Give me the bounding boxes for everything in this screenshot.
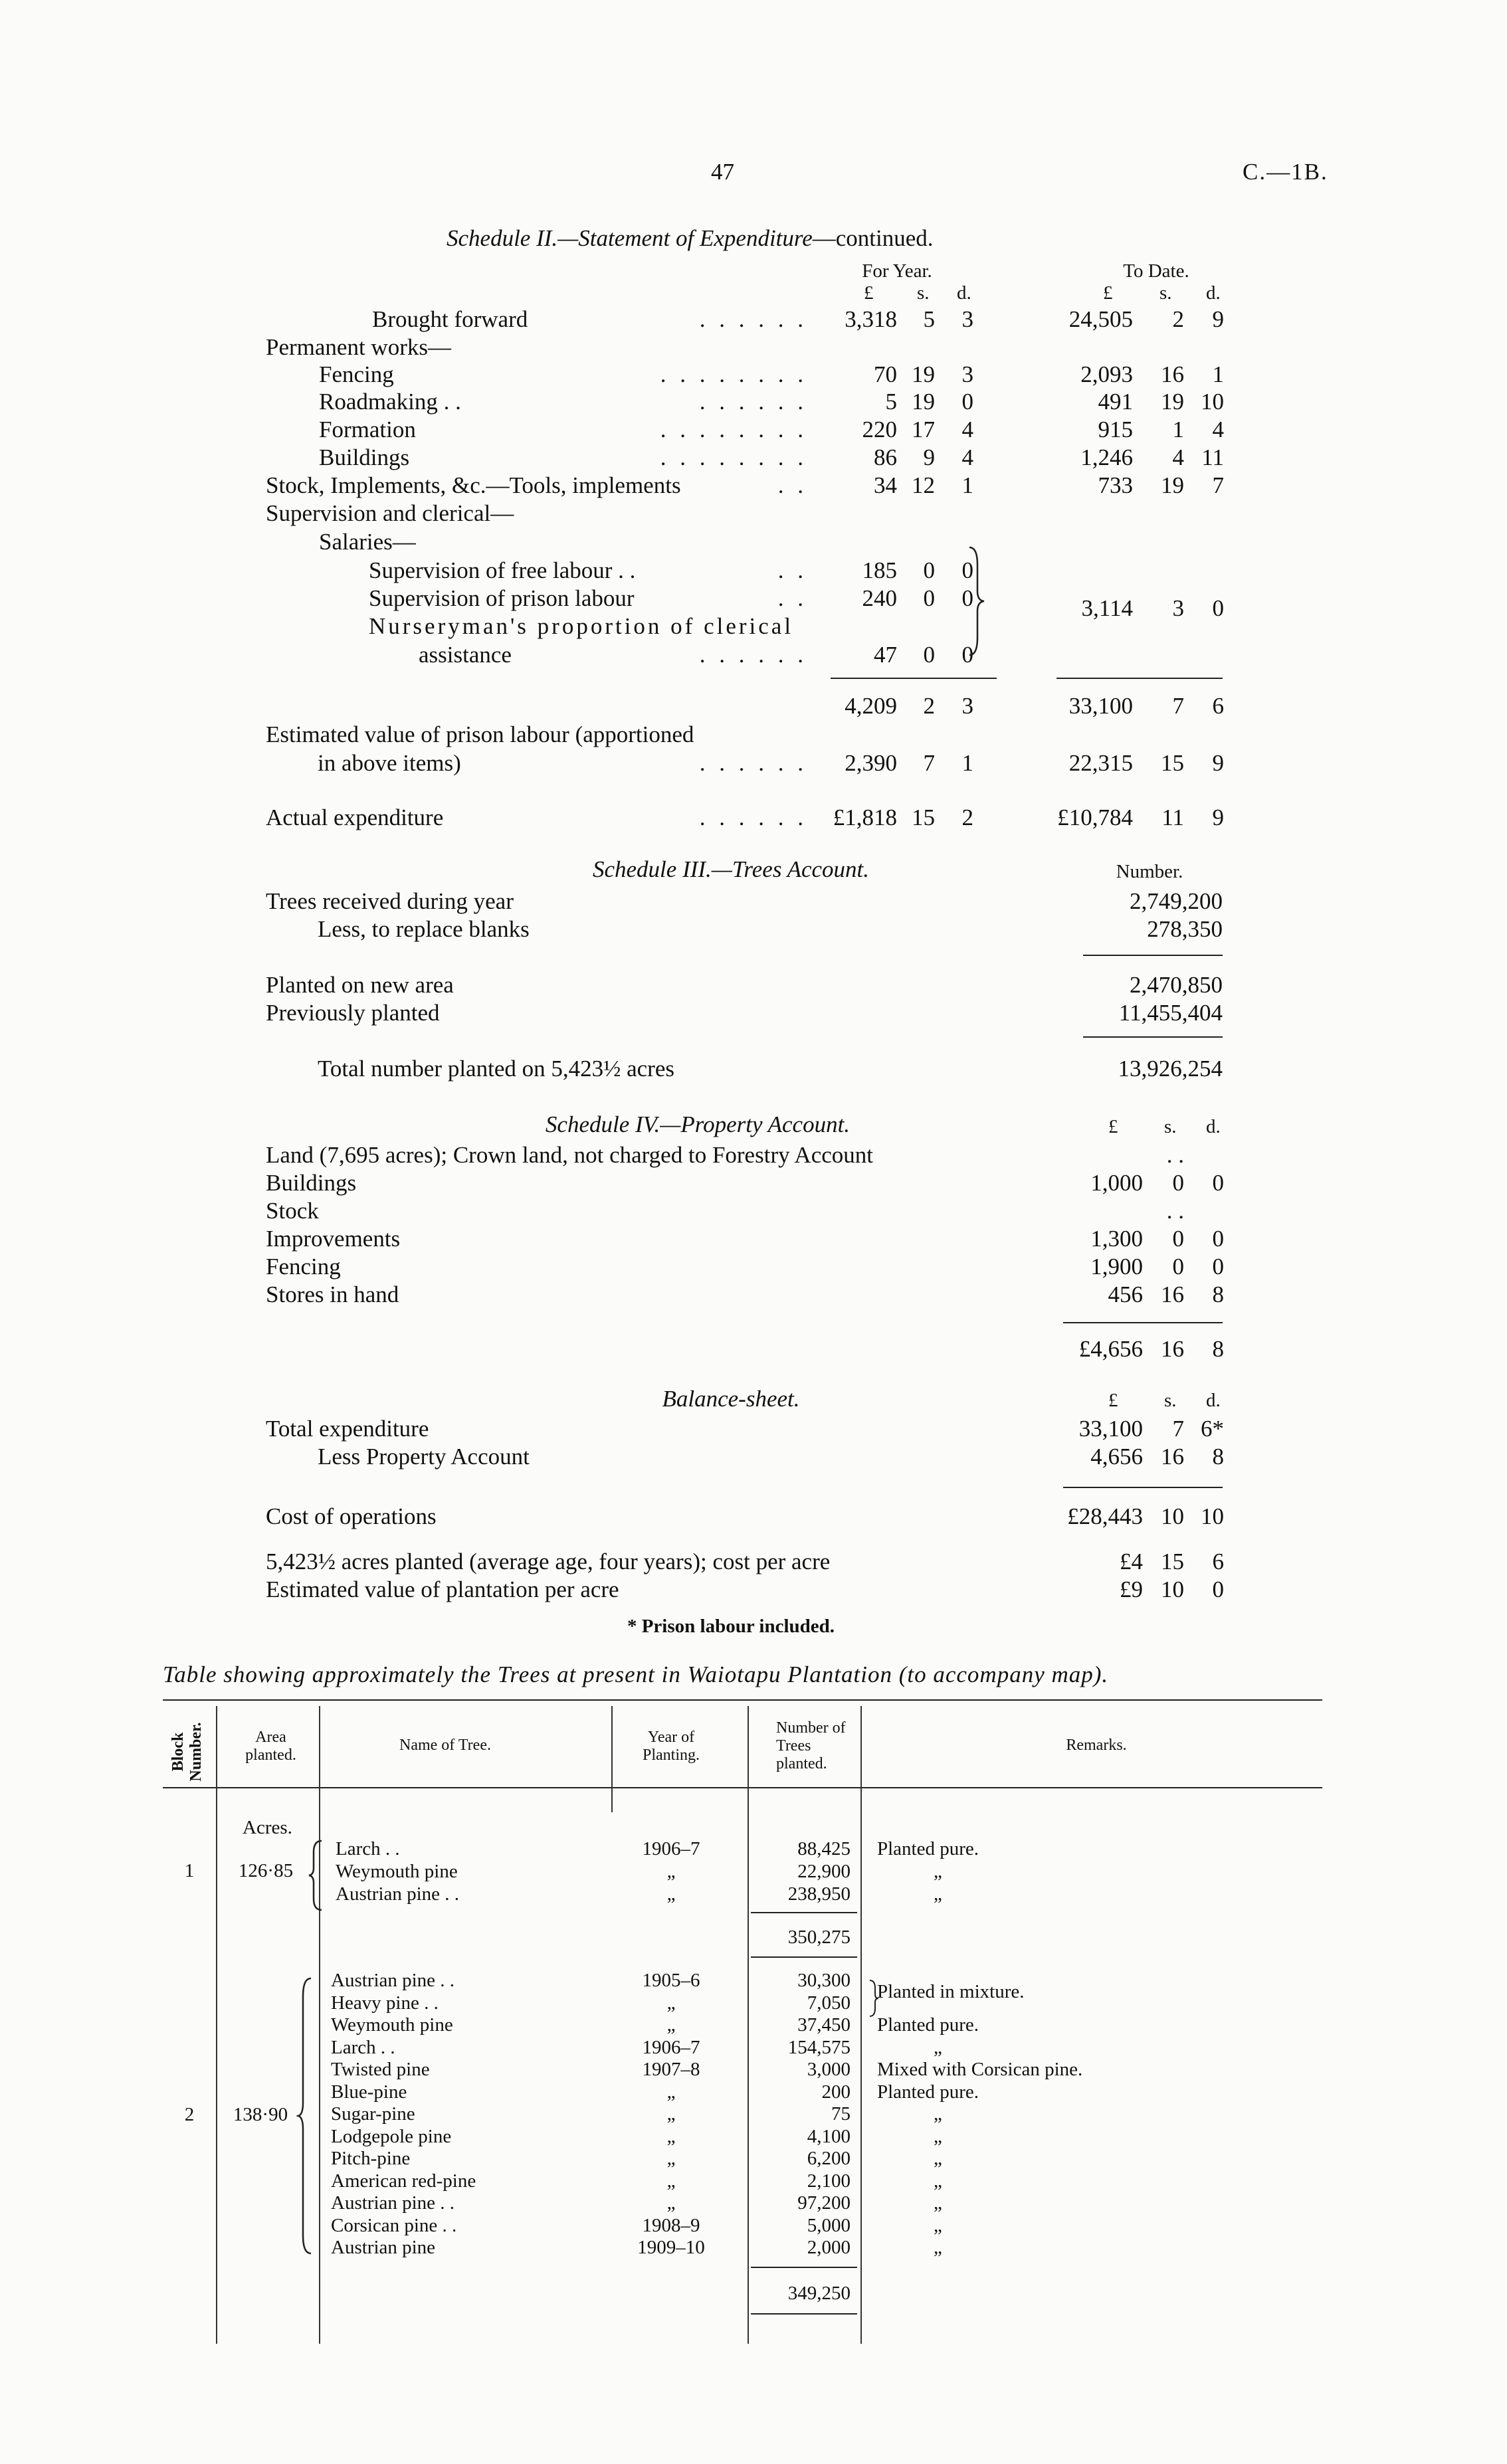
s2-row-9-fy-pounds: 185 [862,557,897,583]
b2-row-0-name: Austrian pine . . [331,1970,455,1991]
s2-row-6-dots: . . [777,472,807,498]
b2-row-12-year: 1909–10 [637,2237,705,2258]
s2-row-12-fy-pence: 0 [961,642,973,668]
block-1-number: 1 [184,1860,195,1881]
s2-actual-fy-pounds: £1,818 [833,805,897,830]
s2-actual-td-pounds: £10,784 [1057,805,1133,830]
b1-row-0-year: 1906–7 [642,1838,700,1859]
block-2-total: 349,250 [787,2283,851,2304]
s2-row-10-label: Supervision of prison labour [369,585,635,611]
s2-prison-fy-pence: 1 [961,750,973,776]
s2-prison-td-pounds: 22,315 [1068,750,1133,776]
b1-row-1-name: Weymouth pine [336,1861,458,1882]
bs-row-4-pence: 0 [1212,1576,1224,1602]
bs-row-1-pence: 8 [1212,1444,1224,1469]
b2-row-1-year: „ [666,1992,676,2014]
b2-row-3-remarks: „ [934,2036,942,2058]
b2-row-1-name: Heavy pine . . [331,1992,439,2014]
s4-row-4-pounds: 1,900 [1090,1254,1143,1279]
s3-row-2-value: 2,470,850 [1130,972,1223,998]
balance-sheet-title: Balance-sheet. [662,1386,800,1412]
s2-row-2-fy-shillings: 19 [912,361,935,387]
bs-row-0-shillings: 7 [1172,1416,1184,1442]
s2-salaries-td-pounds: 3,114 [1081,595,1133,621]
block-1-total-rule [751,1912,857,1913]
bs-row-1-shillings: 16 [1161,1444,1184,1469]
lsd-header-td-2: d. [1206,282,1221,304]
trees-col-rule-2 [319,1706,320,2344]
salaries-brace [967,545,987,658]
b2-row-9-remarks: „ [934,2170,942,2192]
lsd-header-bs-2: d. [1206,1390,1221,1411]
document-code: C.—1B. [1243,159,1328,185]
b2-row-8-name: Pitch-pine [331,2148,411,2169]
schedule-3-rule-2 [1083,1036,1223,1038]
bs-row-3-label: 5,423½ acres planted (average age, four years); cost per acre [266,1549,831,1574]
schedule-2-rule-td [1056,678,1223,679]
s2-row-3-fy-pounds: 5 [885,389,897,415]
b2-row-0-number: 30,300 [797,1970,851,1991]
s2-row-6-td-pounds: 733 [1098,472,1133,498]
b2-row-5-name: Blue-pine [331,2081,407,2103]
b2-row-4-year: 1907–8 [642,2059,700,2080]
s2-row-5-fy-pounds: 86 [874,444,897,470]
s2-row-5-fy-pence: 4 [961,444,973,470]
s2-row-3-td-pence: 10 [1201,389,1224,415]
s2-salaries-td-pence: 0 [1212,595,1224,621]
s2-actual-label: Actual expenditure [266,805,444,830]
bs-row-2-pence: 10 [1201,1503,1224,1529]
b2-row-11-number: 5,000 [807,2214,851,2236]
b2-row-9-year: „ [666,2170,676,2192]
b2-row-10-year: „ [666,2192,676,2214]
bs-row-2-label: Cost of operations [266,1503,437,1529]
trees-header-block: Block Number. [169,1722,205,1782]
s4-total-pounds: £4,656 [1078,1336,1143,1362]
s2-prison-fy-shillings: 7 [923,750,935,776]
s2-prison-fy-pounds: 2,390 [845,750,897,776]
b2-row-3-year: 1906–7 [642,2036,700,2058]
s4-row-5-pounds: 456 [1108,1281,1143,1307]
lsd-header-s4-1: s. [1164,1116,1177,1137]
s2-row-5-dots: . . . . . . . . [660,444,807,470]
s2-row-10-fy-pounds: 240 [862,585,897,611]
s2-row-0-fy-pence: 3 [961,306,973,332]
s4-row-2-shillings: . . [1166,1198,1184,1224]
bs-row-4-pounds: £9 [1120,1576,1143,1602]
s2-row-2-fy-pounds: 70 [874,361,897,387]
s4-total-pence: 8 [1212,1336,1224,1362]
s2-subtotal-td-pounds: 33,100 [1068,693,1133,719]
s2-row-9-dots: . . [777,557,807,583]
trees-header-year: Year of Planting. [642,1729,700,1764]
s2-row-4-fy-pence: 4 [961,417,973,442]
s2-row-3-dots: . . . . . . [699,389,807,415]
s4-row-1-label: Buildings [266,1170,357,1196]
trees-table-caption: Table showing approximately the Trees at present in Waiotapu Plantation (to accompany map). [163,1661,1109,1687]
s3-row-3-value: 11,455,404 [1118,1000,1223,1026]
s2-prison-td-pence: 9 [1212,750,1224,776]
b2-row-10-name: Austrian pine . . [331,2192,455,2214]
s3-row-1-label: Less, to replace blanks [318,916,530,942]
b2-row-1-number: 7,050 [807,1992,851,2014]
s3-row-2-label: Planted on new area [266,972,454,998]
s2-row-12-fy-shillings: 0 [923,642,935,668]
b2-row-11-name: Corsican pine . . [331,2214,457,2236]
b2-row-10-number: 97,200 [797,2192,851,2214]
b2-row-4-remarks: Mixed with Corsican pine. [877,2059,1083,2080]
s4-row-5-pence: 8 [1212,1281,1224,1307]
b1-row-0-remarks: Planted pure. [877,1838,979,1859]
b1-row-0-number: 88,425 [797,1838,851,1859]
s2-row-6-label: Stock, Implements, &c.—Tools, implements [266,472,681,498]
block-1-brace [307,1839,324,1912]
s2-row-4-dots: . . . . . . . . [660,417,807,442]
s4-row-5-shillings: 16 [1161,1281,1184,1307]
s2-subtotal-fy-pence: 3 [961,693,973,719]
s2-row-2-td-pence: 1 [1212,361,1224,387]
s2-row-3-label: Roadmaking . . [319,389,461,415]
lsd-header-td-0: £ [1103,282,1113,304]
s4-row-3-shillings: 0 [1172,1226,1184,1252]
s2-subtotal-td-shillings: 7 [1172,693,1184,719]
trees-table-header-rule [163,1787,1322,1788]
s3-row-3-label: Previously planted [266,1000,440,1026]
b2-row-7-remarks: „ [934,2125,942,2147]
s4-row-1-pounds: 1,000 [1090,1170,1143,1196]
to-date-header: To Date. [1123,260,1189,282]
b1-row-1-remarks: „ [934,1861,942,1882]
s2-prison-dots: . . . . . . [699,750,807,776]
trees-col-rule-4 [748,1706,749,2344]
mixture-brace [867,1978,880,2018]
s2-row-9-fy-shillings: 0 [923,557,935,583]
s3-row-0-label: Trees received during year [266,888,514,914]
block-1-area: 126·85 [238,1860,294,1881]
s2-row-12-dots: . . . . . . [699,642,807,668]
block-2-brace [296,1976,314,2255]
s2-actual-dots: . . . . . . [699,805,807,830]
trees-table-top-rule [163,1699,1322,1701]
trees-col-rule-1 [216,1706,217,2344]
bs-row-3-pounds: £4 [1120,1549,1143,1574]
bs-row-4-label: Estimated value of plantation per acre [266,1576,619,1602]
s2-prison-label-1: Estimated value of prison labour (apportioned [266,721,694,747]
s2-row-6-fy-pounds: 34 [874,472,897,498]
trees-header-remarks: Remarks. [1066,1737,1127,1754]
b2-row-9-number: 2,100 [807,2170,851,2192]
s2-row-2-label: Fencing [319,361,394,387]
bs-row-0-label: Total expenditure [266,1416,429,1442]
block-2-area: 138·90 [233,2104,288,2125]
s4-row-3-label: Improvements [266,1226,401,1252]
schedule-3-title: Schedule III.—Trees Account. [592,856,869,882]
s4-row-2-label: Stock [266,1198,319,1224]
block-2-number: 2 [184,2104,195,2125]
s2-subtotal-fy-shillings: 2 [923,693,935,719]
b1-row-0-name: Larch . . [336,1838,400,1859]
b2-row-8-remarks: „ [934,2148,942,2169]
s2-row-4-label: Formation [319,417,416,442]
b1-row-2-remarks: „ [934,1883,942,1905]
b2-row-6-remarks: „ [934,2103,942,2125]
lsd-header-td-1: s. [1159,282,1172,304]
s2-row-9-label: Supervision of free labour . . [369,557,636,583]
s2-row-3-td-pounds: 491 [1098,389,1133,415]
lsd-header-fy-1: s. [917,282,930,304]
s3-row-0-value: 2,749,200 [1130,888,1223,914]
bs-row-0-pence: 6* [1201,1416,1224,1442]
s2-actual-fy-pence: 2 [961,805,973,830]
s2-actual-fy-shillings: 15 [912,805,935,830]
s4-row-4-shillings: 0 [1172,1254,1184,1279]
trees-header-name: Name of Tree. [399,1737,491,1754]
b1-row-2-number: 238,950 [787,1883,851,1905]
s4-row-1-pence: 0 [1212,1170,1224,1196]
s2-row-6-fy-shillings: 12 [912,472,935,498]
block-2-total-rule [751,2267,857,2268]
bs-row-0-pounds: 33,100 [1078,1416,1143,1442]
bs-row-3-pence: 6 [1212,1549,1224,1574]
b2-row-11-remarks: „ [934,2214,942,2236]
s2-salaries-td-shillings: 3 [1172,595,1184,621]
s4-row-0-label: Land (7,695 acres); Crown land, not charged to Forestry Account [266,1142,873,1168]
bs-row-1-pounds: 4,656 [1090,1444,1143,1469]
s4-row-4-pence: 0 [1212,1254,1224,1279]
s2-row-1-label: Permanent works— [266,334,451,360]
b2-row-4-number: 3,000 [807,2059,851,2080]
balance-footnote: * Prison labour included. [627,1616,835,1637]
s2-row-5-td-pounds: 1,246 [1080,444,1133,470]
b2-row-2-year: „ [666,2014,676,2036]
b2-row-8-number: 6,200 [807,2148,851,2169]
b2-row-7-name: Lodgepole pine [331,2125,452,2147]
s2-row-3-fy-shillings: 19 [912,389,935,415]
s2-row-4-td-pence: 4 [1212,417,1224,442]
lsd-header-fy-0: £ [864,282,874,304]
s2-row-6-td-pence: 7 [1212,472,1224,498]
s2-row-5-label: Buildings [319,444,410,470]
b2-row-2-remarks: Planted pure. [877,2014,979,2036]
s2-row-3-fy-pence: 0 [961,389,973,415]
s2-row-10-dots: . . [777,585,807,611]
s2-row-0-td-pounds: 24,505 [1068,306,1133,332]
s3-row-4-value: 13,926,254 [1118,1056,1223,1082]
s2-row-4-fy-shillings: 17 [912,417,935,442]
s3-row-1-value: 278,350 [1147,916,1223,942]
s4-row-0-shillings: . . [1166,1142,1184,1168]
s3-row-4-label: Total number planted on 5,423½ acres [318,1056,674,1082]
b2-row-2-number: 37,450 [797,2014,851,2036]
balance-sheet-rule [1063,1487,1223,1488]
b2-row-5-year: „ [666,2081,676,2103]
s2-row-2-fy-pence: 3 [961,361,973,387]
bs-row-4-shillings: 10 [1161,1576,1184,1602]
s2-prison-label-2: in above items) [318,750,461,776]
b2-row-5-remarks: Planted pure. [877,2081,979,2103]
b2-row-7-number: 4,100 [807,2125,851,2147]
s2-row-10-fy-pence: 0 [961,585,973,611]
s4-row-3-pence: 0 [1212,1226,1224,1252]
s4-row-3-pounds: 1,300 [1090,1226,1143,1252]
schedule-2-title-main: Schedule II.—Statement of Expenditure [447,225,813,251]
for-year-header: For Year. [862,260,932,282]
lsd-header-fy-2: d. [957,282,971,304]
acres-label: Acres. [243,1817,292,1838]
b2-row-0-year: 1905–6 [642,1970,700,1991]
b2-row-3-name: Larch . . [331,2036,395,2058]
b2-row-6-number: 75 [831,2103,851,2125]
s2-subtotal-td-pence: 6 [1212,693,1224,719]
s2-row-9-fy-pence: 0 [961,557,973,583]
trees-col-rule-5 [860,1706,862,2344]
s2-prison-td-shillings: 15 [1161,750,1184,776]
schedule-3-number-header: Number. [1116,861,1183,882]
s2-row-3-td-shillings: 19 [1161,389,1184,415]
s2-row-0-fy-pounds: 3,318 [845,306,897,332]
s2-row-6-fy-pence: 1 [961,472,973,498]
block-1-total-rule-bottom [751,1956,857,1958]
schedule-2-rule-fy [831,678,997,679]
s2-row-11-label: Nurseryman's proportion of clerical [369,613,794,639]
schedule-4-title: Schedule IV.—Property Account. [545,1111,851,1137]
s2-row-0-td-shillings: 2 [1172,306,1184,332]
s2-row-0-dots: . . . . . . [699,306,807,332]
s2-row-0-td-pence: 9 [1212,306,1224,332]
b2-row-8-year: „ [666,2148,676,2169]
s2-row-8-label: Salaries— [319,529,416,555]
s2-row-4-td-shillings: 1 [1172,417,1184,442]
s2-actual-td-pence: 9 [1212,805,1224,830]
lsd-header-bs-0: £ [1108,1390,1118,1411]
s4-row-4-label: Fencing [266,1254,341,1279]
b1-row-2-name: Austrian pine . . [336,1883,460,1905]
lsd-header-bs-1: s. [1164,1390,1177,1411]
schedule-4-rule [1063,1322,1223,1323]
b1-row-1-year: „ [666,1861,676,1882]
s2-row-7-label: Supervision and clerical— [266,500,514,526]
s2-subtotal-fy-pounds: 4,209 [845,693,897,719]
s2-row-5-td-shillings: 4 [1172,444,1184,470]
s2-row-5-fy-shillings: 9 [923,444,935,470]
s4-row-5-label: Stores in hand [266,1281,399,1307]
b2-row-12-remarks: „ [934,2237,942,2258]
b2-row-12-name: Austrian pine [331,2237,436,2258]
page-number: 47 [711,159,734,185]
b1-row-2-year: „ [666,1883,676,1905]
b2-row-9-name: American red-pine [331,2170,476,2192]
trees-header-number: Number of Trees planted. [776,1719,846,1772]
schedule-2-title-tail: —continued. [812,225,934,251]
s2-row-0-label: Brought forward [372,306,528,332]
s2-row-4-td-pounds: 915 [1098,417,1133,442]
bs-row-2-pounds: £28,443 [1067,1503,1143,1529]
b2-row-7-year: „ [666,2125,676,2147]
s2-row-5-td-pence: 11 [1201,444,1224,470]
b2-row-2-name: Weymouth pine [331,2014,453,2036]
lsd-header-s4-2: d. [1206,1116,1221,1137]
s2-row-12-label: assistance [419,642,512,668]
s2-row-0-fy-shillings: 5 [923,306,935,332]
s2-row-6-td-shillings: 19 [1161,472,1184,498]
s2-row-4-fy-pounds: 220 [862,417,897,442]
trees-col-rule-3 [611,1706,613,1812]
s2-actual-td-shillings: 11 [1161,805,1184,830]
block-2-total-rule-bottom [751,2313,857,2315]
bs-row-1-label: Less Property Account [318,1444,530,1469]
s2-row-2-td-shillings: 16 [1161,361,1184,387]
s2-row-2-dots: . . . . . . . . [660,361,807,387]
b2-row-5-number: 200 [821,2081,851,2103]
s4-row-1-shillings: 0 [1172,1170,1184,1196]
b2-row-12-number: 2,000 [807,2237,851,2258]
s2-row-12-fy-pounds: 47 [874,642,897,668]
b2-row-10-remarks: „ [934,2192,942,2214]
trees-header-area: Area planted. [245,1729,296,1764]
bs-row-2-shillings: 10 [1161,1503,1184,1529]
b2-row-11-year: 1908–9 [642,2214,700,2236]
s4-total-shillings: 16 [1161,1336,1184,1362]
b2-row-6-name: Sugar-pine [331,2103,415,2125]
lsd-header-s4-0: £ [1108,1116,1118,1137]
b2-row-4-name: Twisted pine [331,2059,430,2080]
block-1-total: 350,275 [787,1927,851,1948]
b1-row-1-number: 22,900 [797,1861,851,1882]
b2-row-0-remarks: Planted in mixture. [877,1981,1025,2002]
b2-row-6-year: „ [666,2103,676,2125]
s2-row-2-td-pounds: 2,093 [1080,361,1133,387]
s2-row-10-fy-shillings: 0 [923,585,935,611]
bs-row-3-shillings: 15 [1161,1549,1184,1574]
schedule-2-title [447,225,934,252]
b2-row-3-number: 154,575 [787,2036,851,2058]
schedule-3-rule-1 [1083,955,1223,956]
